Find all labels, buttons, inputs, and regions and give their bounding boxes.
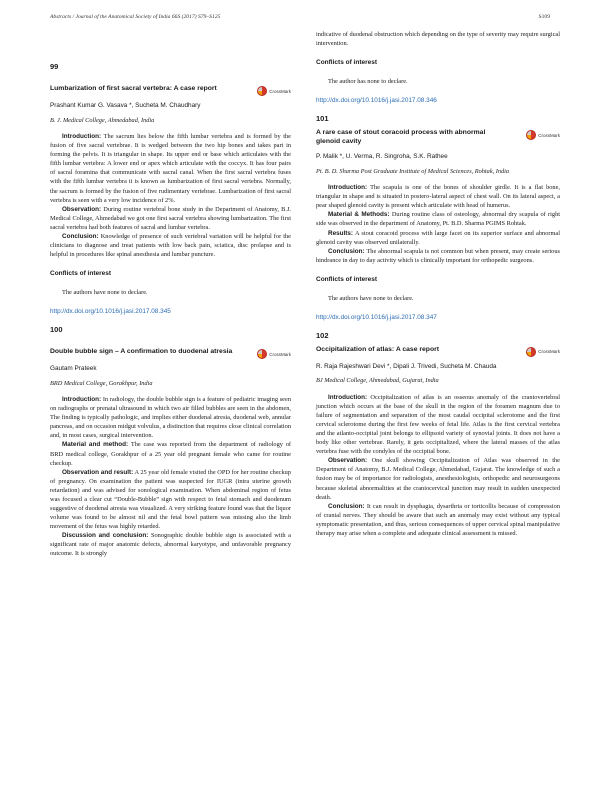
- crossmark-icon: [526, 347, 536, 357]
- intro-paragraph: Introduction: The sacrum lies below the fifth lumbar vertebra and is formed by the fusion of five sacral vertebrae. It is wedged between the two hip bones and takes part in forming the pelvis. It is triangular in shape. Its upper end or base which articulates with the fifth lumbar vertebra: A lower end or apex which articulate with the coccyx. It has four pairs of sacral foramina that communicate with sacral canal. When the first sacral vertebra fuses with the fifth lumbar vertebra it is known as lumbarization of first sacral vertebra. Normally, the sacrum is formed by the fusion of five rudimentary vertebrae. Lumbarization of first sacral vertebra is seen with a very low incidence of 2%.: [50, 133, 291, 204]
- running-header: [50, 14, 550, 20]
- abstract-title: Lumbarization of first sacral vertebra: A case report: [50, 85, 217, 92]
- conflicts-heading: Conflicts of interest: [50, 270, 112, 278]
- page-number: S109: [538, 14, 550, 20]
- observation-paragraph: Observation: During routine vertebral bone study in the Department of Anatomy, B.J. Medical College, Ahmedabad we got one first sacral vertebra showing lumbarization. The first sacral vertebra had both features of sacral and lumbar vertebra.: [50, 205, 291, 231]
- conflicts-heading: Conflicts of interest: [316, 59, 378, 67]
- abstract-title: A rare case of stout coracoid process with abnormal glenoid cavity: [316, 129, 486, 146]
- results-paragraph: Results: A stout coracoid process with large facet on its superior surface and abnormal glenoid cavity was observed unilaterally.: [316, 229, 560, 246]
- crossmark-label: CrossMark: [538, 349, 560, 355]
- crossmark-icon: [257, 349, 267, 359]
- continued-paragraph: indicative of duodenal obstruction which depending on the type of severity may require surgical intervention.: [316, 31, 560, 48]
- abstract-authors: R. Raja Rajeshwari Devi *, Dipali J. Trivedi, Sucheta M. Chauda: [316, 362, 497, 370]
- right-column: [316, 30, 560, 538]
- intro-paragraph: Introduction: The scapula is one of the bones of shoulder girdle. It is a flat bone, triangular in shape and is situated in postero-lateral aspect of chest wall. On its lateral aspect, a pear shaped glenoid cavity is present which articulate with head of humerus.: [316, 184, 560, 210]
- abstract-authors: Gautam Prateek: [50, 365, 97, 373]
- crossmark-label: CrossMark: [269, 88, 291, 94]
- intro-paragraph: Introduction: Occipitalization of atlas is an osseous anomaly of the craniovertebral junction which occurs at the base of the skull in the region of the foramen magnum due to failure of segmentation and separation of the most caudal occipital sclerotome and the first cervical sclerotome during the first few weeks of fetal life. Atlas is the first cervical vertebra and the atlanto-occipital joint belongs to ellipsoid variety of synovial joints. It does not have a body like other vertebrae. Rarely, it gets occipitalized, where the lateral masses of the atlas vertebra fuse with the condyles of the occipital bone.: [316, 393, 561, 456]
- doi-link[interactable]: http://dx.doi.org/10.1016/j.jasi.2017.08.345: [50, 308, 171, 316]
- journal-citation: Abstracts / Journal of the Anatomical Society of India 66S (2017) S79–S125: [50, 14, 221, 20]
- conflicts-heading: Conflicts of interest: [316, 275, 378, 283]
- crossmark-icon: [526, 130, 536, 140]
- conflicts-text: The authors have none to declare.: [62, 289, 148, 297]
- abstract-number: 101: [316, 114, 329, 124]
- abstract-authors: P. Malik *, U. Verma, R. Singroha, S.K. Rathee: [316, 153, 448, 161]
- abstract-title: Occipitalization of atlas: A case report: [316, 345, 440, 353]
- discussion-paragraph: Discussion and conclusion: Sonographic double bubble sign is associated with a significant rate of major anatomic defects, abnormal karyotype, and unfavorable pregnancy outcome. It is strongly: [50, 532, 291, 558]
- intro-paragraph: Introduction: In radiology, the double bubble sign is a feature of pediatric imaging seen on radiographs or prenatal ultrasound in which two air filled bubbles are seen in the abdomen, The finding is typically pathologic, and implies either duodenal atresia, duodenal web, annular pancreas, and on occasion midgut volvulus, a distinction that requires close clinical correlation and, in most cases, surgical intervention.: [50, 396, 291, 440]
- doi-link[interactable]: http://dx.doi.org/10.1016/j.jasi.2017.08.346: [316, 97, 437, 105]
- observation-paragraph: Observation and result: A 25 year old female visited the OPD for her routine checkup of pregnancy. On examination the patient was suspected for IUGR (intra uterine growth retardation) and was advised for sonological examination. When abdominal region of fetus was focused a clear cut “Double-Bubble” sign with respect to fetal stomach and duodenum suggestive of duodenal atresia was visualized. A very striking feature found was that the liquor volume was found to be almost nil and the fetal bowl pattern was missing also the limb movement of the fetus was highly retarded.: [50, 468, 291, 531]
- crossmark-badge[interactable]: [526, 130, 560, 140]
- abstract-title: Double bubble sign – A confirmation to duodenal atresia: [50, 348, 233, 356]
- methods-paragraph: Material and method: The case was reported from the department of radiology of BRD medical college, Gorakhpur of a 25 year old pregnant female who came for routine checkup.: [50, 441, 291, 467]
- abstract-authors: Prashant Kumar G. Vasava *, Sucheta M. Chaudhary: [50, 102, 201, 109]
- abstract-number: 99: [50, 62, 59, 71]
- conclusion-paragraph: Conclusion: Knowledge of presence of such vertebral variation will be helpful for the clinicians to diagnose and treat patients with low back pain, sciatica, disc prolapse and is helpful in procedures like spinal anesthesia and lumbar puncture.: [50, 232, 291, 258]
- abstract-affiliation: B. J. Medical College, Ahmedabad, India: [50, 116, 155, 124]
- crossmark-badge[interactable]: [257, 349, 291, 359]
- crossmark-icon: [257, 86, 267, 96]
- crossmark-badge[interactable]: [257, 86, 291, 96]
- crossmark-label: CrossMark: [538, 132, 560, 138]
- left-column: [50, 62, 291, 558]
- abstract-affiliation: Pt. B. D. Sharma Post Graduate Institute of Medical Sciences, Rohtak, India: [316, 167, 510, 175]
- observation-paragraph: Observation: One skull showing Occipitalization of Atlas was observed in the Department of Anatomy, B.J. Medical College, Ahmedabad, Gujarat. The knowledge of such a fusion may be of importance for radiologists, anesthesiologists, orthopedic and neurosurgeons because skeletal abnormalities at the craniocervical junction may result in sudden unexpected death.: [316, 457, 560, 501]
- methods-paragraph: Material & Methods: During routine class of osteology, abnormal dry scapula of right side was observed in the department of Anatomy, Pt. B.D. Sharma PGIMS Rohtak.: [316, 211, 560, 228]
- crossmark-badge[interactable]: [526, 347, 560, 357]
- conflicts-text: The authors have none to declare.: [328, 294, 414, 302]
- conclusion-paragraph: Conclusion: It can result in dysphagia, dysarthria or torticollis because of compression of cranial nerves. They should be aware that such an anomaly may exist without any typical symptomatic presentation, and thus, serious consequences of upper cervical spinal manipulative therapy may arise when a complete and adequate clinical assessment is missed.: [316, 502, 561, 537]
- doi-link[interactable]: http://dx.doi.org/10.1016/j.jasi.2017.08.347: [316, 313, 437, 321]
- abstract-number: 102: [316, 330, 329, 340]
- abstract-number: 100: [50, 325, 63, 335]
- abstract-affiliation: BJ Medical College, Ahmedabad, Gujarat, India: [316, 377, 439, 385]
- conclusion-paragraph: Conclusion: The abnormal scapula is not common but when present, may create serious hindrance in day to day activity which is clinically important for orthopedic surgeons.: [316, 247, 560, 264]
- abstract-affiliation: BRD Medical College, Gorakhpur, India: [50, 379, 153, 387]
- conflicts-text: The author has none to declare.: [328, 78, 408, 86]
- crossmark-label: CrossMark: [269, 351, 291, 357]
